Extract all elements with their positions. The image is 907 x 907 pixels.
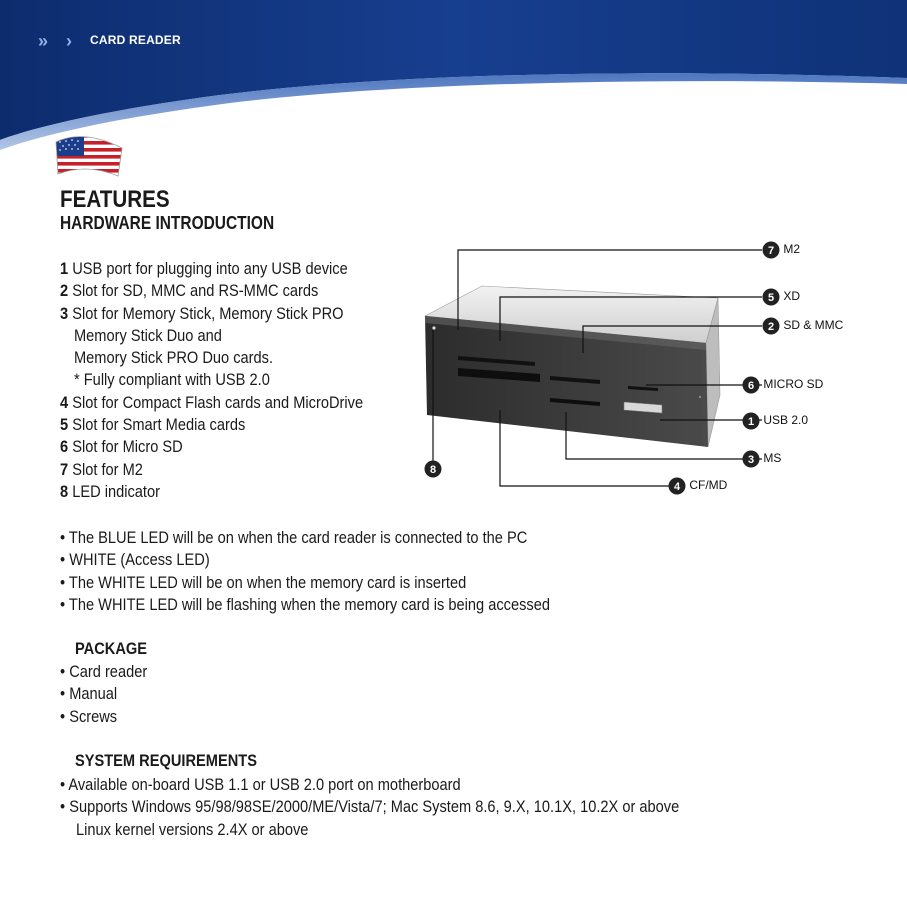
list-item: 4 Slot for Compact Flash cards and MicroDrive <box>60 392 364 412</box>
callout-sd-mmc: 2 SD & MMC <box>762 317 843 335</box>
double-chevron-icon: » <box>38 31 49 51</box>
number-badge-icon <box>742 412 760 430</box>
svg-text:2: 2 <box>767 321 775 333</box>
svg-text:3: 3 <box>747 454 755 466</box>
list-item: • Supports Windows 95/98/98SE/2000/ME/Vista/7; Mac System 8.6, 9.X, 10.1X, 10.2X or above <box>60 797 680 817</box>
svg-text:5: 5 <box>767 292 775 304</box>
list-item: • Manual <box>60 684 118 704</box>
list-item: • Available on-board USB 1.1 or USB 2.0 port on motherboard <box>60 775 461 794</box>
number-badge-icon <box>668 477 686 495</box>
list-item: • The WHITE LED will be flashing when the memory card is being accessed <box>60 594 550 614</box>
list-item: 5 Slot for Smart Media cards <box>60 415 246 435</box>
list-item: 1 USB port for plugging into any USB device <box>60 259 348 278</box>
card-reader-image <box>425 286 720 447</box>
svg-text:4: 4 <box>673 481 681 493</box>
list-item: Memory Stick Duo and <box>74 325 222 345</box>
hardware-list <box>60 258 412 503</box>
list-item: • The BLUE LED will be on when the card reader is connected to the PC <box>60 528 528 547</box>
list-item-continuation: Linux kernel versions 2.4X or above <box>76 819 309 839</box>
system-requirements-list <box>60 774 780 841</box>
package-list <box>60 661 161 728</box>
callout-led <box>424 460 442 478</box>
callout-xd: 5 XD <box>762 288 800 306</box>
number-badge-icon <box>424 460 442 478</box>
callout-usb: 1 USB 2.0 <box>742 412 808 430</box>
list-item: 3 Slot for Memory Stick, Memory Stick PRO <box>60 303 344 323</box>
led-notes-list <box>60 527 630 616</box>
features-heading: FEATURES <box>60 186 170 213</box>
package-heading: PACKAGE <box>75 639 148 658</box>
list-item: • The WHITE LED will be on when the memory card is inserted <box>60 572 467 592</box>
number-badge-icon <box>762 241 780 259</box>
number-badge-icon <box>742 450 760 468</box>
number-badge-icon <box>762 317 780 335</box>
number-badge-icon <box>742 376 760 394</box>
us-flag-icon <box>54 132 124 180</box>
header-banner <box>0 0 907 160</box>
svg-text:7: 7 <box>767 245 775 257</box>
svg-text:1: 1 <box>747 416 755 428</box>
svg-text:8: 8 <box>429 464 437 476</box>
section-label: CARD READER <box>90 33 181 47</box>
callout-cf-md: 4 CF/MD <box>668 477 727 495</box>
list-item: Memory Stick PRO Duo cards. <box>74 348 274 368</box>
svg-text:6: 6 <box>747 380 755 392</box>
list-item: 8 LED indicator <box>60 481 160 501</box>
list-item: • Screws <box>60 706 118 726</box>
chevron-right-icon: › <box>66 31 72 51</box>
list-item: • WHITE (Access LED) <box>60 550 210 570</box>
callout-m2: 7 M2 <box>762 241 800 259</box>
list-item: • Card reader <box>60 662 148 681</box>
hardware-intro-heading: HARDWARE INTRODUCTION <box>60 213 275 233</box>
list-item: 6 Slot for Micro SD <box>60 437 183 457</box>
list-item: 7 Slot for M2 <box>60 459 143 479</box>
number-badge-icon <box>762 288 780 306</box>
list-item: * Fully compliant with USB 2.0 <box>74 370 270 390</box>
callout-ms: 3 MS <box>742 450 781 468</box>
callout-micro-sd: 6 MICRO SD <box>742 376 823 394</box>
list-item: 2 Slot for SD, MMC and RS-MMC cards <box>60 281 319 301</box>
system-requirements-heading: SYSTEM REQUIREMENTS <box>75 751 257 770</box>
